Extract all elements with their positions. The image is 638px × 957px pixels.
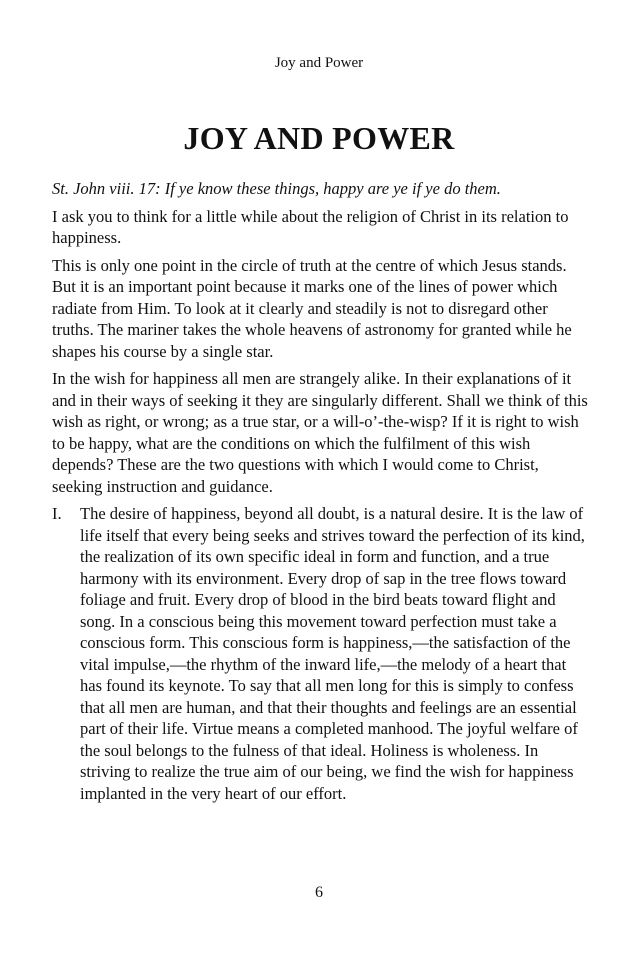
page-body [52, 178, 588, 804]
section-number: I. [52, 504, 62, 523]
section-text: The desire of happiness, beyond all doubt, is a natural desire. It is the law of life itself that every being seeks and strives toward the perfection of its kind, the realization of its own specific ideal in form and function, and a true harmony with its environment. Every drop of sap in the tree flows toward foliage and fruit. Every drop of blood in the bird beats toward flight and song. In a conscious being this movement toward perfection must take a conscious form. This conscious form is happiness,—the satisfaction of the vital impulse,—the rhythm of the inward life,—the melody of a heart that has found its keynote. To say that all men long for this is simply to confess that all men are human, and that their thoughts and feelings are an essential part of their life. Virtue means a completed manhood. The joyful welfare of the soul belongs to the fulness of that ideal. Holiness is wholeness. In striving to realize the true aim of our being, we find the wish for happiness implanted in the very heart of our effort. [80, 504, 585, 803]
chapter-title: JOY AND POWER [183, 120, 455, 156]
paragraph-3: In the wish for happiness all men are strangely alike. In their explanations of it and in their ways of seeking it they are singularly different. Shall we think of this wish as right, or wrong; as a true star, or a will-o’-the-wisp? If it is right to wish to be happy, what are the conditions on which the fulfilment of this wish depends? These are the two questions with which I would come to Christ, seeking instruction and guidance. [52, 369, 588, 496]
epigraph: St. John viii. 17: If ye know these things, happy are ye if ye do them. [52, 179, 501, 198]
paragraph-1: I ask you to think for a little while about the religion of Christ in its relation to happiness. [52, 206, 569, 247]
page-number: 6 [315, 884, 323, 901]
paragraph-2: This is only one point in the circle of truth at the centre of which Jesus stands. But it is an important point because it marks one of the lines of power which radiate from Him. To look at it clearly and steadily is not to disregard other truths. The mariner takes the whole heavens of astronomy for granted while he shapes his course by a single star. [52, 255, 572, 361]
running-header: Joy and Power [274, 55, 364, 71]
numbered-section-1 [52, 503, 588, 804]
